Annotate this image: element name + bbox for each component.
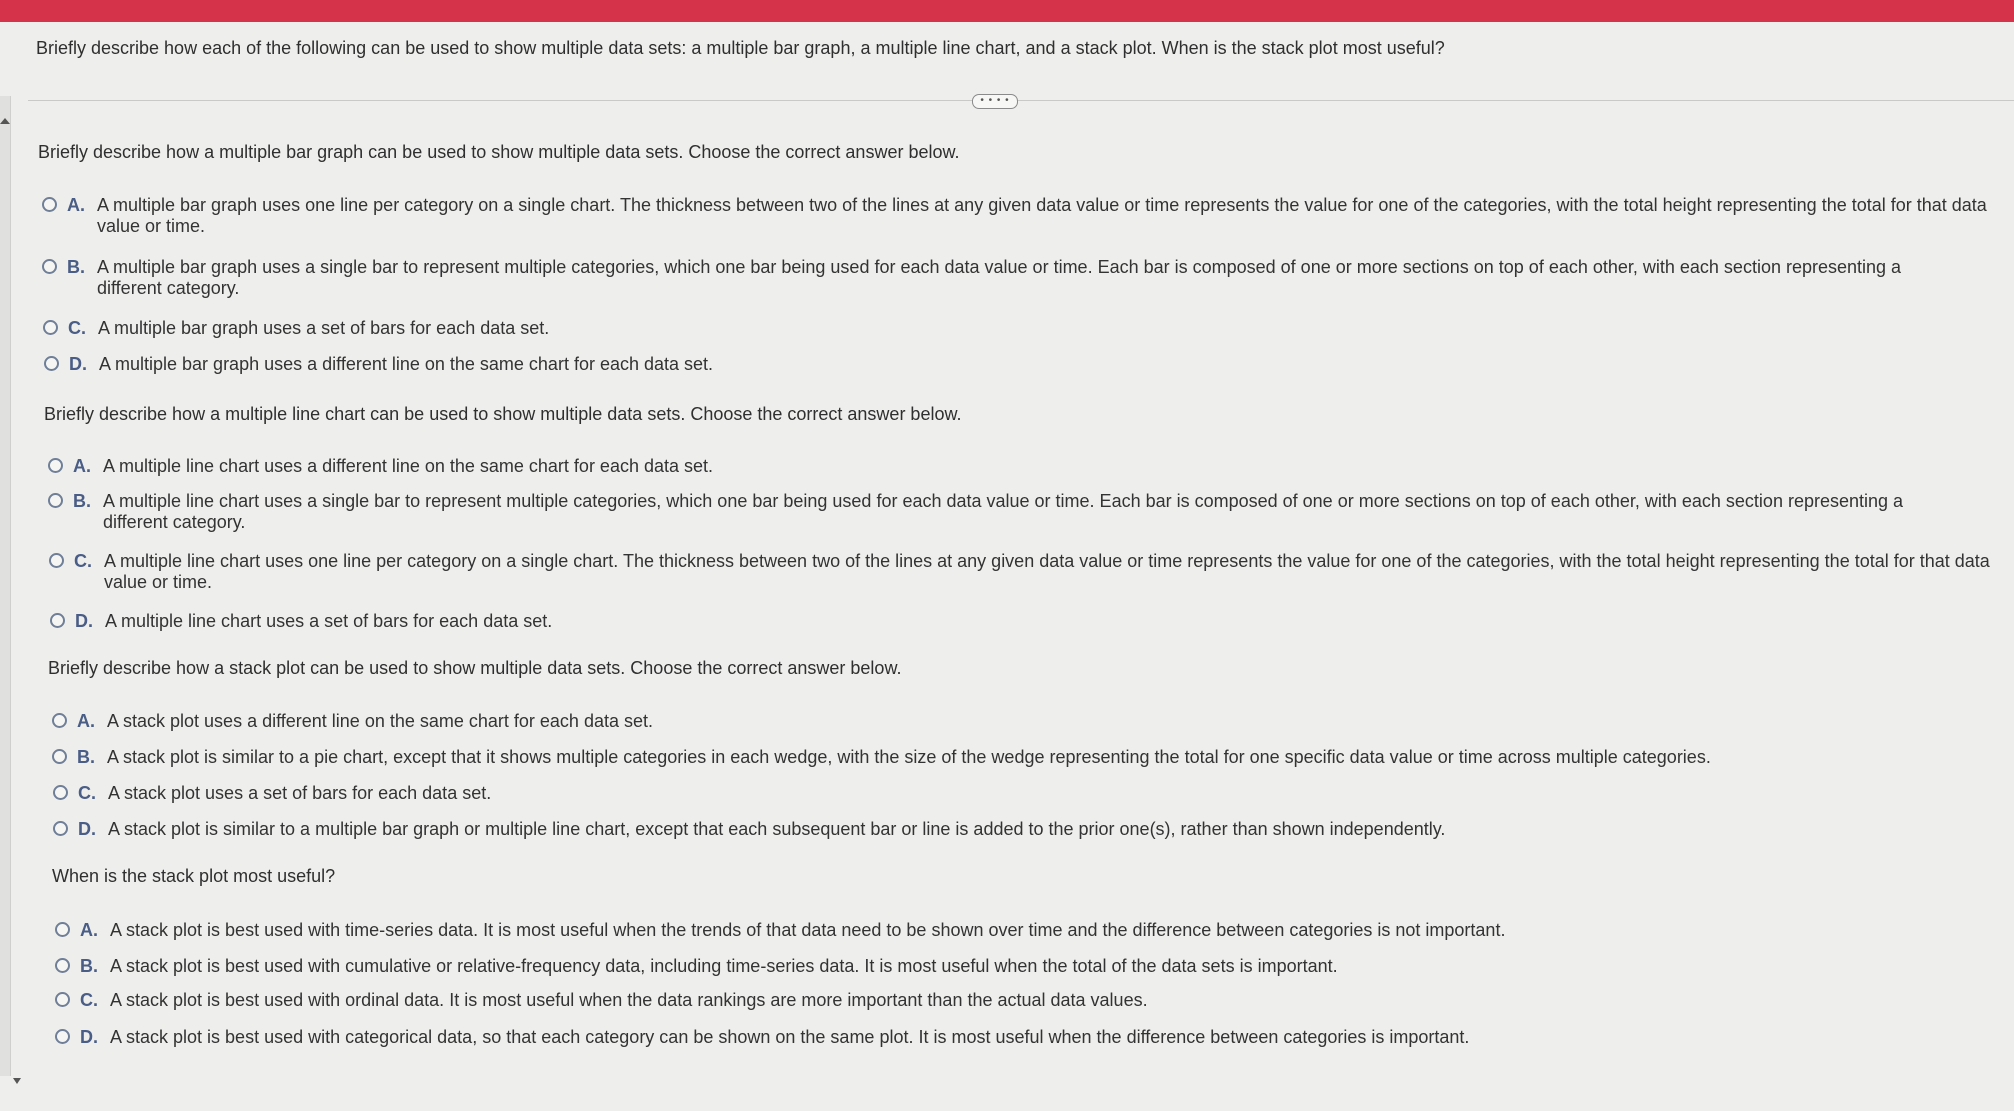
scroll-up-icon[interactable] xyxy=(0,118,10,124)
option-letter: B. xyxy=(77,747,95,767)
part-3-option-a[interactable] xyxy=(52,711,1952,732)
question-text: Briefly describe how each of the following can be used to show multiple data sets: a multiple bar graph, a multiple line chart, and a stack plot. When is the stack plot most useful? xyxy=(36,38,1445,58)
option-text: A multiple line chart uses a single bar to represent multiple categories, which one bar being used for each data value or time. Each bar is composed of one or more sections on top of each other, with each section representing a different category. xyxy=(103,491,1904,532)
option-text: A stack plot is best used with ordinal data. It is most useful when the data rankings are more important than the actual data values. xyxy=(110,990,1148,1010)
part-4-option-d[interactable] xyxy=(55,1027,1975,1048)
radio-button[interactable] xyxy=(43,320,58,335)
option-letter: A. xyxy=(77,711,95,731)
option-text: A multiple line chart uses a set of bars for each data set. xyxy=(105,611,553,631)
option-text: A multiple bar graph uses a single bar to represent multiple categories, which one bar being used for each data value or time. Each bar is composed of one or more sections on top of each other, with each section representing a different category. xyxy=(97,257,1902,298)
expand-more-button[interactable]: • • • • xyxy=(972,94,1018,109)
radio-button[interactable] xyxy=(53,785,68,800)
option-letter: C. xyxy=(74,551,92,571)
part-4-option-a[interactable] xyxy=(55,920,1975,941)
radio-button[interactable] xyxy=(52,749,67,764)
option-text: A stack plot is similar to a pie chart, except that it shows multiple categories in each wedge, with the size of the wedge representing the total for one specific data value or time across multiple categories. xyxy=(107,747,1711,767)
option-text: A stack plot is best used with categorical data, so that each category can be shown on the same plot. It is most useful when the difference between categories is important. xyxy=(110,1027,1470,1047)
option-letter: C. xyxy=(68,318,86,338)
option-letter: A. xyxy=(67,195,85,215)
option-text: A stack plot is similar to a multiple bar graph or multiple line chart, except that each subsequent bar or line is added to the prior one(s), rather than shown independently. xyxy=(108,819,1446,839)
part-1-option-b[interactable] xyxy=(42,257,1962,299)
option-text: A stack plot is best used with time-series data. It is most useful when the trends of that data need to be shown over time and the difference between categories is not important. xyxy=(110,920,1506,940)
option-letter: A. xyxy=(80,920,98,940)
option-text: A stack plot is best used with cumulative or relative-frequency data, including time-series data. It is most useful when the total of the data sets is important. xyxy=(110,956,1338,976)
option-letter: B. xyxy=(67,257,85,277)
part-3-option-c[interactable] xyxy=(53,783,1953,804)
radio-button[interactable] xyxy=(42,259,57,274)
radio-button[interactable] xyxy=(44,356,59,371)
option-text: A multiple line chart uses one line per category on a single chart. The thickness between two of the lines at any given data value or time represents the value for one of the categories, with the total height representing the total for that data value or time. xyxy=(104,551,1990,592)
option-letter: D. xyxy=(78,819,96,839)
option-letter: D. xyxy=(69,354,87,374)
radio-button[interactable] xyxy=(42,197,57,212)
scroll-down-icon[interactable] xyxy=(13,1078,21,1084)
part-4-option-c[interactable] xyxy=(55,990,1975,1011)
option-text: A multiple bar graph uses a set of bars for each data set. xyxy=(98,318,550,338)
part-2-prompt: Briefly describe how a multiple line chart can be used to show multiple data sets. Choose the correct answer below. xyxy=(44,404,962,424)
part-2-option-b[interactable] xyxy=(48,491,1968,533)
radio-button[interactable] xyxy=(52,713,67,728)
option-text: A multiple bar graph uses one line per category on a single chart. The thickness between two of the lines at any given data value or time represents the value for one of the categories, with the total height representing the total for that data value or time. xyxy=(97,195,1987,236)
radio-button[interactable] xyxy=(50,613,65,628)
part-3-prompt: Briefly describe how a stack plot can be used to show multiple data sets. Choose the correct answer below. xyxy=(48,658,902,678)
option-text: A stack plot uses a set of bars for each data set. xyxy=(108,783,492,803)
option-letter: B. xyxy=(80,956,98,976)
option-text: A stack plot uses a different line on the same chart for each data set. xyxy=(107,711,653,731)
option-letter: C. xyxy=(80,990,98,1010)
part-1-option-d[interactable] xyxy=(44,354,1944,375)
part-2-option-c[interactable] xyxy=(49,551,1999,593)
part-3-option-b[interactable] xyxy=(52,747,1972,768)
option-letter: D. xyxy=(80,1027,98,1047)
radio-button[interactable] xyxy=(53,821,68,836)
top-accent-bar xyxy=(0,0,2014,22)
radio-button[interactable] xyxy=(55,1029,70,1044)
scrollbar[interactable] xyxy=(0,96,11,1076)
option-text: A multiple line chart uses a different line on the same chart for each data set. xyxy=(103,456,714,476)
option-letter: D. xyxy=(75,611,93,631)
radio-button[interactable] xyxy=(48,458,63,473)
option-letter: B. xyxy=(73,491,91,511)
radio-button[interactable] xyxy=(55,992,70,1007)
part-2-option-d[interactable] xyxy=(50,611,1950,632)
radio-button[interactable] xyxy=(48,493,63,508)
option-letter: A. xyxy=(73,456,91,476)
radio-button[interactable] xyxy=(49,553,64,568)
part-3-option-d[interactable] xyxy=(53,819,1973,840)
option-text: A multiple bar graph uses a different line on the same chart for each data set. xyxy=(99,354,714,374)
divider xyxy=(28,100,2014,101)
part-1-prompt: Briefly describe how a multiple bar graph can be used to show multiple data sets. Choose the correct answer below. xyxy=(38,142,960,162)
radio-button[interactable] xyxy=(55,922,70,937)
part-1-option-a[interactable] xyxy=(42,195,2002,237)
radio-button[interactable] xyxy=(55,958,70,973)
part-4-option-b[interactable] xyxy=(55,956,1975,977)
part-4-prompt: When is the stack plot most useful? xyxy=(52,866,336,886)
part-2-option-a[interactable] xyxy=(48,456,1948,477)
option-letter: C. xyxy=(78,783,96,803)
part-1-option-c[interactable] xyxy=(43,318,1943,339)
